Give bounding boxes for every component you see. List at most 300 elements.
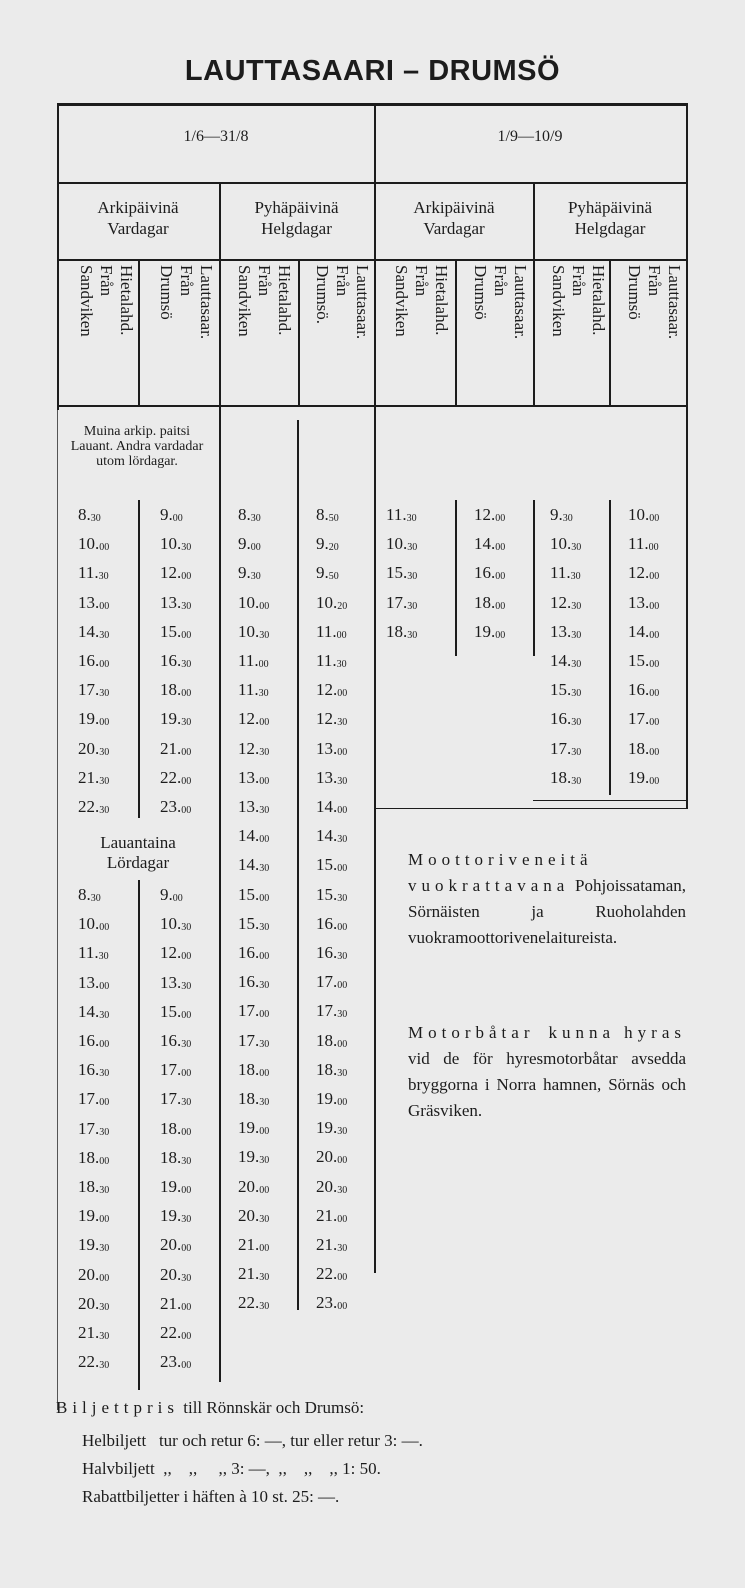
departure-hour: 18. (386, 621, 408, 641)
departure-minute: 00 (337, 863, 348, 875)
departure-time (78, 1002, 109, 1022)
departure-minute: 00 (649, 717, 660, 729)
departure-hour: 15. (316, 884, 338, 904)
departure-time (160, 505, 183, 525)
departure-time (160, 593, 191, 613)
departure-time (78, 1060, 109, 1080)
col-header-line: Hietalahd. (117, 265, 136, 336)
departure-minute: 30 (99, 805, 110, 816)
departure-hour: 9. (316, 534, 329, 554)
departure-time (316, 1118, 347, 1138)
departure-minute: 00 (181, 1126, 192, 1138)
departure-minute: 00 (495, 513, 506, 524)
departure-hour: 17. (78, 1118, 100, 1138)
departure-time (160, 768, 191, 788)
departure-minute: 30 (259, 805, 270, 816)
col-header-6 (470, 265, 530, 391)
price-heading-spaced: Biljettpris (56, 1398, 179, 1417)
departure-minute: 30 (571, 629, 582, 641)
departure-hour: 15. (160, 621, 182, 641)
departure-minute: 30 (181, 1155, 192, 1167)
departure-hour: 14. (78, 621, 100, 641)
departure-time (550, 680, 581, 700)
departure-time (238, 1264, 269, 1284)
departure-minute: 30 (99, 1331, 110, 1342)
departure-time (316, 1235, 347, 1255)
departure-time (628, 768, 659, 788)
departure-time (78, 1031, 109, 1051)
departure-hour: 8. (78, 505, 91, 524)
departure-hour: 14. (78, 1001, 100, 1021)
departure-minute: 30 (337, 892, 348, 904)
departure-minute: 00 (181, 1301, 192, 1313)
departure-hour: 20. (160, 1235, 182, 1255)
departure-time (160, 680, 191, 700)
autumn-sunday-inner-rule (609, 500, 611, 795)
frame-left-lower-rule (57, 410, 58, 1410)
departure-hour: 19. (78, 709, 100, 729)
departure-minute: 00 (259, 1009, 270, 1021)
departure-time (474, 563, 505, 583)
departure-minute: 00 (181, 688, 192, 700)
departure-minute: 00 (181, 746, 192, 758)
departure-time (78, 534, 109, 554)
departure-hour: 11. (550, 563, 571, 583)
departure-time (160, 709, 191, 729)
departure-hour: 10. (160, 534, 182, 554)
departure-minute: 00 (259, 892, 270, 904)
departure-minute: 30 (181, 659, 192, 670)
notice-finnish (408, 847, 686, 951)
departure-minute: 30 (259, 921, 270, 933)
departure-hour: 19. (78, 1235, 100, 1255)
departure-minute: 00 (649, 629, 660, 641)
departure-hour: 11. (238, 651, 259, 670)
departure-time (316, 1293, 347, 1313)
day-header-autumn-weekday (375, 197, 533, 239)
departure-time (550, 534, 581, 554)
top-rule (57, 103, 687, 106)
departure-time (238, 1235, 269, 1255)
departure-time (316, 855, 347, 875)
col-header-line: Lauttasaar. (511, 265, 530, 340)
departure-time (160, 797, 191, 817)
departure-time (316, 1177, 347, 1197)
col-header-8 (624, 265, 684, 391)
departure-time (78, 973, 109, 993)
departure-time (78, 1294, 109, 1314)
departure-minute: 00 (649, 659, 660, 670)
departure-minute: 30 (259, 1301, 270, 1313)
departure-time (160, 1352, 191, 1372)
departure-hour: 12. (474, 505, 496, 524)
departure-minute: 30 (337, 1184, 348, 1196)
departure-time (78, 885, 101, 905)
departure-time (316, 914, 347, 934)
departure-minute: 00 (172, 893, 183, 904)
departure-time (160, 1235, 191, 1255)
departure-hour: 11. (238, 680, 259, 700)
departure-time (78, 943, 109, 963)
price-line-half: Halvbiljett ,, ,, ,, 3: —, ,, ,, ,, 1: 50. (82, 1459, 381, 1478)
departure-time (78, 739, 109, 759)
departure-time (160, 914, 191, 934)
departure-minute: 30 (99, 1068, 110, 1080)
col-header-5 (391, 265, 451, 391)
departure-time (316, 1089, 347, 1109)
notice-fi-rest: Pohjoissataman, Sörnäisten ja Ruoholahden vuokramoottorivenelaitureista. (408, 876, 686, 947)
col-header-line: Drumsö. (313, 265, 332, 325)
departure-minute: 30 (571, 775, 582, 787)
departure-hour: 10. (550, 534, 572, 554)
departure-time (78, 1265, 109, 1285)
col-header-line: Från (645, 265, 664, 297)
departure-time (316, 826, 347, 846)
departure-time (316, 1147, 347, 1167)
departure-time (628, 739, 659, 759)
period-summer: 1/6—31/8 (183, 128, 249, 145)
departure-hour: 18. (160, 680, 182, 700)
departure-minute: 30 (562, 513, 573, 524)
col-header-line: Från (177, 265, 196, 297)
departure-minute: 30 (99, 688, 110, 700)
col-header-2 (156, 265, 216, 391)
departure-minute: 30 (336, 659, 347, 670)
departure-minute: 00 (259, 1126, 270, 1138)
departure-minute: 30 (99, 1360, 110, 1372)
departure-minute: 30 (90, 513, 101, 524)
departure-hour: 23. (316, 1293, 338, 1313)
departure-minute: 00 (337, 1213, 348, 1225)
notice-sv-rest: vid de för hyresmotorbåtar avsedda bryggorna i Norra hamnen, Sörnäs och Gräsviken. (408, 1049, 686, 1120)
notice-swedish (408, 1020, 686, 1124)
col-header-line: Från (412, 265, 431, 297)
departure-minute: 00 (259, 1243, 270, 1254)
departure-minute: 00 (495, 571, 506, 583)
departure-minute: 00 (259, 834, 270, 846)
departure-hour: 18. (316, 1030, 338, 1050)
departure-hour: 17. (238, 1030, 260, 1050)
departure-hour: 16. (474, 563, 496, 583)
departure-minute: 00 (181, 1185, 192, 1196)
departure-hour: 19. (160, 1177, 182, 1196)
departure-time (316, 622, 347, 642)
departure-hour: 12. (238, 738, 260, 758)
departure-hour: 11. (78, 943, 99, 963)
departure-time (78, 563, 109, 583)
departure-minute: 00 (99, 600, 110, 612)
departure-minute: 00 (181, 1068, 192, 1080)
departure-hour: 22. (78, 1352, 100, 1372)
departure-minute: 00 (99, 1272, 110, 1284)
departure-minute: 50 (328, 571, 339, 583)
departure-hour: 23. (160, 1352, 182, 1372)
departure-time (160, 1089, 191, 1109)
departure-hour: 20. (78, 738, 100, 758)
departure-minute: 30 (337, 834, 348, 846)
departure-hour: 14. (550, 651, 572, 670)
departure-hour: 21. (160, 738, 182, 758)
day-header-summer-weekday (58, 197, 218, 239)
departure-time (386, 505, 417, 525)
departure-minute: 30 (571, 659, 582, 670)
departure-hour: 11. (316, 651, 337, 670)
departure-time (316, 943, 347, 963)
departure-hour: 13. (628, 592, 650, 612)
departure-minute: 00 (259, 775, 270, 787)
departure-time (238, 855, 269, 875)
departure-hour: 11. (628, 534, 649, 554)
column-header-rule (57, 405, 687, 407)
departure-hour: 19. (78, 1206, 100, 1226)
departure-hour: 16. (316, 943, 338, 962)
departure-minute: 00 (181, 951, 192, 963)
departure-hour: 14. (474, 534, 496, 554)
departure-minute: 30 (98, 951, 109, 963)
departure-time (316, 1264, 347, 1284)
day-header-autumn-sunday (534, 197, 686, 239)
departure-minute: 00 (337, 1272, 348, 1284)
departure-time (628, 622, 659, 642)
departure-hour: 8. (78, 885, 91, 904)
departure-hour: 18. (160, 1118, 182, 1138)
departure-minute: 30 (181, 1039, 192, 1050)
departure-time (78, 1235, 109, 1255)
departure-minute: 00 (259, 600, 270, 612)
col-header-line: Drumsö (625, 265, 644, 320)
autumn-sunday-bottom-rule (533, 800, 688, 801)
frame-left-rule (57, 103, 59, 410)
departure-hour: 16. (628, 680, 650, 700)
departure-time (386, 534, 417, 554)
departure-hour: 11. (386, 505, 407, 524)
departure-minute: 00 (181, 1243, 192, 1255)
departure-time (238, 534, 261, 554)
departure-hour: 10. (78, 534, 100, 554)
departure-time (78, 622, 109, 642)
departure-hour: 15. (238, 913, 260, 933)
departure-minute: 30 (99, 1126, 110, 1138)
departure-time (628, 505, 659, 525)
departure-time (238, 1089, 269, 1109)
departure-time (316, 972, 347, 992)
departure-hour: 19. (238, 1118, 260, 1138)
departure-time (160, 651, 191, 671)
departure-time (316, 563, 339, 583)
departure-hour: 17. (316, 972, 338, 992)
departure-time (78, 914, 109, 934)
departure-minute: 00 (99, 659, 110, 670)
period-autumn: 1/9—10/9 (497, 128, 563, 145)
departure-minute: 00 (181, 629, 192, 641)
departure-hour: 22. (316, 1264, 338, 1284)
departure-hour: 18. (238, 1059, 260, 1079)
departure-time (78, 505, 101, 525)
departure-minute: 30 (181, 980, 192, 992)
departure-time (316, 1060, 347, 1080)
departure-hour: 16. (550, 709, 572, 729)
departure-time (78, 680, 109, 700)
departure-hour: 8. (238, 505, 251, 524)
col-header-line: Från (491, 265, 510, 297)
departure-hour: 19. (316, 1089, 338, 1108)
departure-minute: 00 (181, 571, 192, 583)
summer-day-split-rule (219, 182, 221, 1382)
day-header-sv: Helgdagar (261, 219, 332, 238)
departure-time (160, 1031, 191, 1051)
departure-minute: 20 (337, 600, 348, 612)
col-header-line: Från (97, 265, 116, 297)
departure-minute: 30 (571, 717, 582, 729)
departure-hour: 14. (316, 826, 338, 846)
departure-minute: 30 (181, 717, 192, 729)
departure-minute: 30 (259, 1213, 270, 1225)
departure-hour: 18. (160, 1147, 182, 1167)
departure-hour: 22. (160, 1323, 182, 1342)
departure-minute: 00 (649, 688, 660, 700)
col-header-4 (312, 265, 372, 391)
summer-saturday-inner-rule (138, 880, 140, 1390)
departure-minute: 00 (337, 1301, 348, 1313)
saturday-header-sv: Lördagar (106, 853, 170, 872)
departure-time (474, 622, 505, 642)
departure-minute: 00 (250, 542, 261, 554)
departure-time (78, 1089, 109, 1109)
departure-time (160, 1002, 191, 1022)
departure-time (78, 1323, 109, 1343)
departure-time (316, 768, 347, 788)
departure-minute: 30 (406, 513, 417, 524)
price-heading (56, 1394, 364, 1422)
notice-fi-spaced-1: Moottoriveneitä (408, 850, 593, 869)
departure-minute: 30 (571, 688, 582, 700)
departure-time (386, 622, 417, 642)
departure-hour: 13. (160, 592, 182, 612)
departure-minute: 00 (649, 513, 660, 524)
departure-minute: 00 (99, 717, 110, 729)
departure-minute: 30 (99, 1243, 110, 1255)
departure-time (238, 797, 269, 817)
departure-minute: 00 (649, 775, 660, 787)
col-header-7 (548, 265, 608, 391)
col-header-line: Sandviken (77, 265, 96, 337)
departure-hour: 17. (628, 709, 650, 729)
departure-hour: 18. (78, 1147, 100, 1167)
notice-sv-spaced-2: hyras (624, 1023, 686, 1042)
departure-minute: 30 (571, 746, 582, 758)
departure-hour: 13. (238, 797, 260, 816)
day-header-fi: Pyhäpäivinä (254, 198, 339, 217)
departure-hour: 12. (550, 592, 572, 612)
departure-minute: 00 (259, 1067, 270, 1079)
saturday-header-fi: Lauantaina (100, 833, 176, 852)
saturday-header (60, 833, 216, 873)
departure-minute: 00 (337, 1155, 348, 1167)
departure-hour: 16. (316, 913, 338, 933)
departure-hour: 21. (238, 1235, 260, 1254)
departure-hour: 17. (78, 1089, 100, 1109)
departure-minute: 00 (337, 688, 348, 700)
departure-time (78, 768, 109, 788)
departure-time (550, 739, 581, 759)
departure-time (78, 709, 109, 729)
departure-hour: 21. (160, 1293, 182, 1313)
departure-hour: 12. (316, 680, 338, 700)
departure-hour: 10. (386, 534, 408, 554)
departure-time (238, 1118, 269, 1138)
departure-hour: 13. (78, 972, 100, 992)
departure-time (160, 1119, 191, 1139)
departure-time (550, 768, 581, 788)
col-split-3 (455, 259, 457, 407)
col-header-line: Från (569, 265, 588, 297)
departure-minute: 00 (649, 746, 660, 758)
col-header-line: Från (255, 265, 274, 297)
departure-minute: 00 (649, 600, 660, 612)
day-header-sv: Vardagar (423, 219, 485, 238)
departure-time (628, 651, 659, 671)
departure-hour: 9. (238, 534, 251, 554)
departure-time (238, 1293, 269, 1313)
col-header-line: Lauttasaar. (197, 265, 216, 340)
autumn-end-rule (374, 808, 688, 809)
departure-hour: 17. (550, 738, 572, 758)
departure-hour: 8. (316, 505, 329, 524)
departure-hour: 20. (316, 1147, 338, 1167)
period-divider-rule (57, 182, 687, 184)
departure-time (316, 1031, 347, 1051)
day-header-fi: Pyhäpäivinä (567, 198, 653, 217)
departure-time (160, 885, 183, 905)
departure-minute: 30 (337, 1243, 348, 1254)
departure-time (78, 593, 109, 613)
departure-hour: 18. (474, 592, 496, 612)
departure-hour: 17. (160, 1089, 182, 1109)
departure-minute: 00 (99, 980, 110, 992)
departure-hour: 21. (78, 1323, 100, 1342)
departure-hour: 16. (238, 972, 260, 992)
departure-minute: 30 (337, 1067, 348, 1079)
departure-minute: 30 (99, 775, 110, 787)
weekday-note: Muina arkip. paitsi Lauant. Andra vardadar utom lördagar. (70, 424, 204, 469)
departure-minute: 00 (181, 775, 192, 787)
departure-minute: 00 (258, 659, 269, 670)
departure-time (238, 505, 261, 525)
departure-minute: 00 (99, 922, 110, 934)
departure-time (238, 826, 269, 846)
departure-minute: 30 (181, 1097, 192, 1109)
departure-time (386, 593, 417, 613)
col-header-line: Sandviken (549, 265, 568, 337)
departure-hour: 18. (78, 1177, 100, 1196)
departure-time (238, 563, 261, 583)
departure-time (238, 1031, 269, 1051)
day-header-summer-sunday (219, 197, 374, 239)
departure-hour: 13. (550, 621, 572, 641)
departure-minute: 30 (259, 1272, 270, 1284)
departure-time (474, 505, 505, 525)
departure-hour: 21. (78, 767, 100, 787)
departure-time (550, 505, 573, 525)
departure-time (238, 651, 269, 671)
departure-time (160, 1265, 191, 1285)
departure-minute: 00 (337, 1097, 348, 1108)
day-header-sv: Helgdagar (574, 219, 646, 238)
departure-time (238, 914, 269, 934)
departure-time (628, 534, 659, 554)
col-header-line: Hietalahd. (432, 265, 451, 336)
departure-minute: 30 (337, 951, 348, 962)
